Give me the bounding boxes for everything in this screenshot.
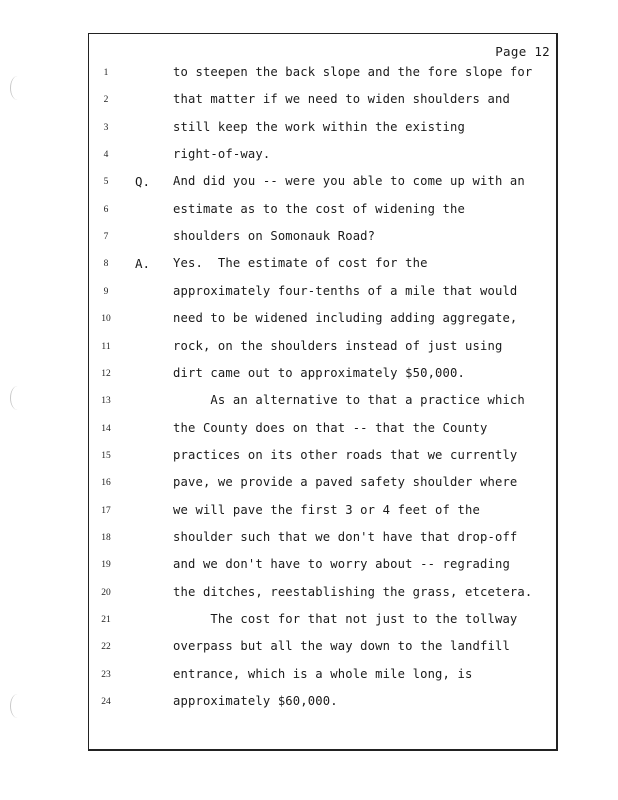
line-number: 19 xyxy=(101,560,111,571)
line-number: 20 xyxy=(101,587,111,598)
line-number: 11 xyxy=(101,341,111,352)
transcript-line xyxy=(0,664,618,688)
line-text: And did you -- were you able to come up with an xyxy=(173,174,525,189)
transcript-line xyxy=(0,691,618,715)
line-number: 1 xyxy=(103,68,109,78)
line-number: 16 xyxy=(101,478,111,489)
line-number: 22 xyxy=(101,642,111,653)
speaker-label: Q. xyxy=(135,174,151,190)
line-number: 15 xyxy=(101,450,111,461)
line-number: 18 xyxy=(101,532,111,543)
line-text: the ditches, reestablishing the grass, etcetera. xyxy=(173,584,533,599)
line-text: The cost for that not just to the tollway xyxy=(173,612,518,626)
transcript-line xyxy=(0,609,618,633)
transcript-line xyxy=(0,500,618,524)
transcript-line xyxy=(0,418,618,442)
line-number: 10 xyxy=(101,314,111,325)
transcript-line xyxy=(0,554,618,578)
line-text: Yes. The estimate of cost for the xyxy=(173,256,428,271)
transcript-line xyxy=(0,582,618,606)
transcript-line xyxy=(0,308,618,332)
transcript-line xyxy=(0,253,618,277)
line-number: 8 xyxy=(103,259,109,270)
line-text: and we don't have to worry about -- regrading xyxy=(173,557,510,572)
transcript-line xyxy=(0,89,618,113)
line-text: to steepen the back slope and the fore slope for xyxy=(173,65,533,79)
transcript-line xyxy=(0,527,618,551)
transcript-line xyxy=(0,226,618,250)
line-text: overpass but all the way down to the landfill xyxy=(173,639,510,654)
transcript-line xyxy=(0,390,618,414)
transcript-line xyxy=(0,636,618,660)
line-text: right-of-way. xyxy=(173,147,271,162)
line-text: practices on its other roads that we currently xyxy=(173,447,518,462)
transcript-line xyxy=(0,171,618,195)
line-text: approximately $60,000. xyxy=(173,694,338,709)
line-number: 24 xyxy=(101,697,111,708)
line-text: the County does on that -- that the County xyxy=(173,420,488,435)
line-text: As an alternative to that a practice which xyxy=(173,393,525,408)
transcript-line xyxy=(0,472,618,496)
transcript-line xyxy=(0,336,618,360)
line-number: 5 xyxy=(103,177,109,188)
line-number: 21 xyxy=(101,615,111,625)
line-number: 9 xyxy=(103,286,109,297)
line-text: dirt came out to approximately $50,000. xyxy=(173,365,466,380)
line-text: approximately four-tenths of a mile that would xyxy=(173,283,518,298)
line-number: 14 xyxy=(101,423,111,434)
line-text: entrance, which is a whole mile long, is xyxy=(173,666,473,681)
line-text: shoulder such that we don't have that drop-off xyxy=(173,529,518,544)
transcript-line xyxy=(0,62,618,86)
line-number: 3 xyxy=(103,122,109,133)
speaker-label: A. xyxy=(135,256,151,272)
line-number: 4 xyxy=(103,150,109,161)
line-text: need to be widened including adding aggregate, xyxy=(173,311,518,326)
page-number: Page 12 xyxy=(495,44,550,59)
line-number: 13 xyxy=(101,396,111,407)
line-number: 23 xyxy=(101,669,111,680)
line-number: 17 xyxy=(101,505,111,516)
line-number: 7 xyxy=(103,232,109,243)
line-number: 12 xyxy=(101,368,111,379)
line-text: we will pave the first 3 or 4 feet of the xyxy=(173,502,480,517)
line-text: estimate as to the cost of widening the xyxy=(173,201,466,216)
line-number: 2 xyxy=(103,95,109,106)
line-text: rock, on the shoulders instead of just using xyxy=(173,338,503,353)
transcript-line xyxy=(0,144,618,168)
line-text: pave, we provide a paved safety shoulder where xyxy=(173,475,518,490)
line-text: that matter if we need to widen shoulders and xyxy=(173,92,510,107)
line-number: 6 xyxy=(103,204,109,215)
transcript-line xyxy=(0,281,618,305)
line-text: still keep the work within the existing xyxy=(173,119,466,134)
transcript-line xyxy=(0,445,618,469)
transcript-line xyxy=(0,117,618,141)
line-text: shoulders on Somonauk Road? xyxy=(173,229,376,244)
transcript-line xyxy=(0,363,618,387)
transcript-line xyxy=(0,199,618,223)
